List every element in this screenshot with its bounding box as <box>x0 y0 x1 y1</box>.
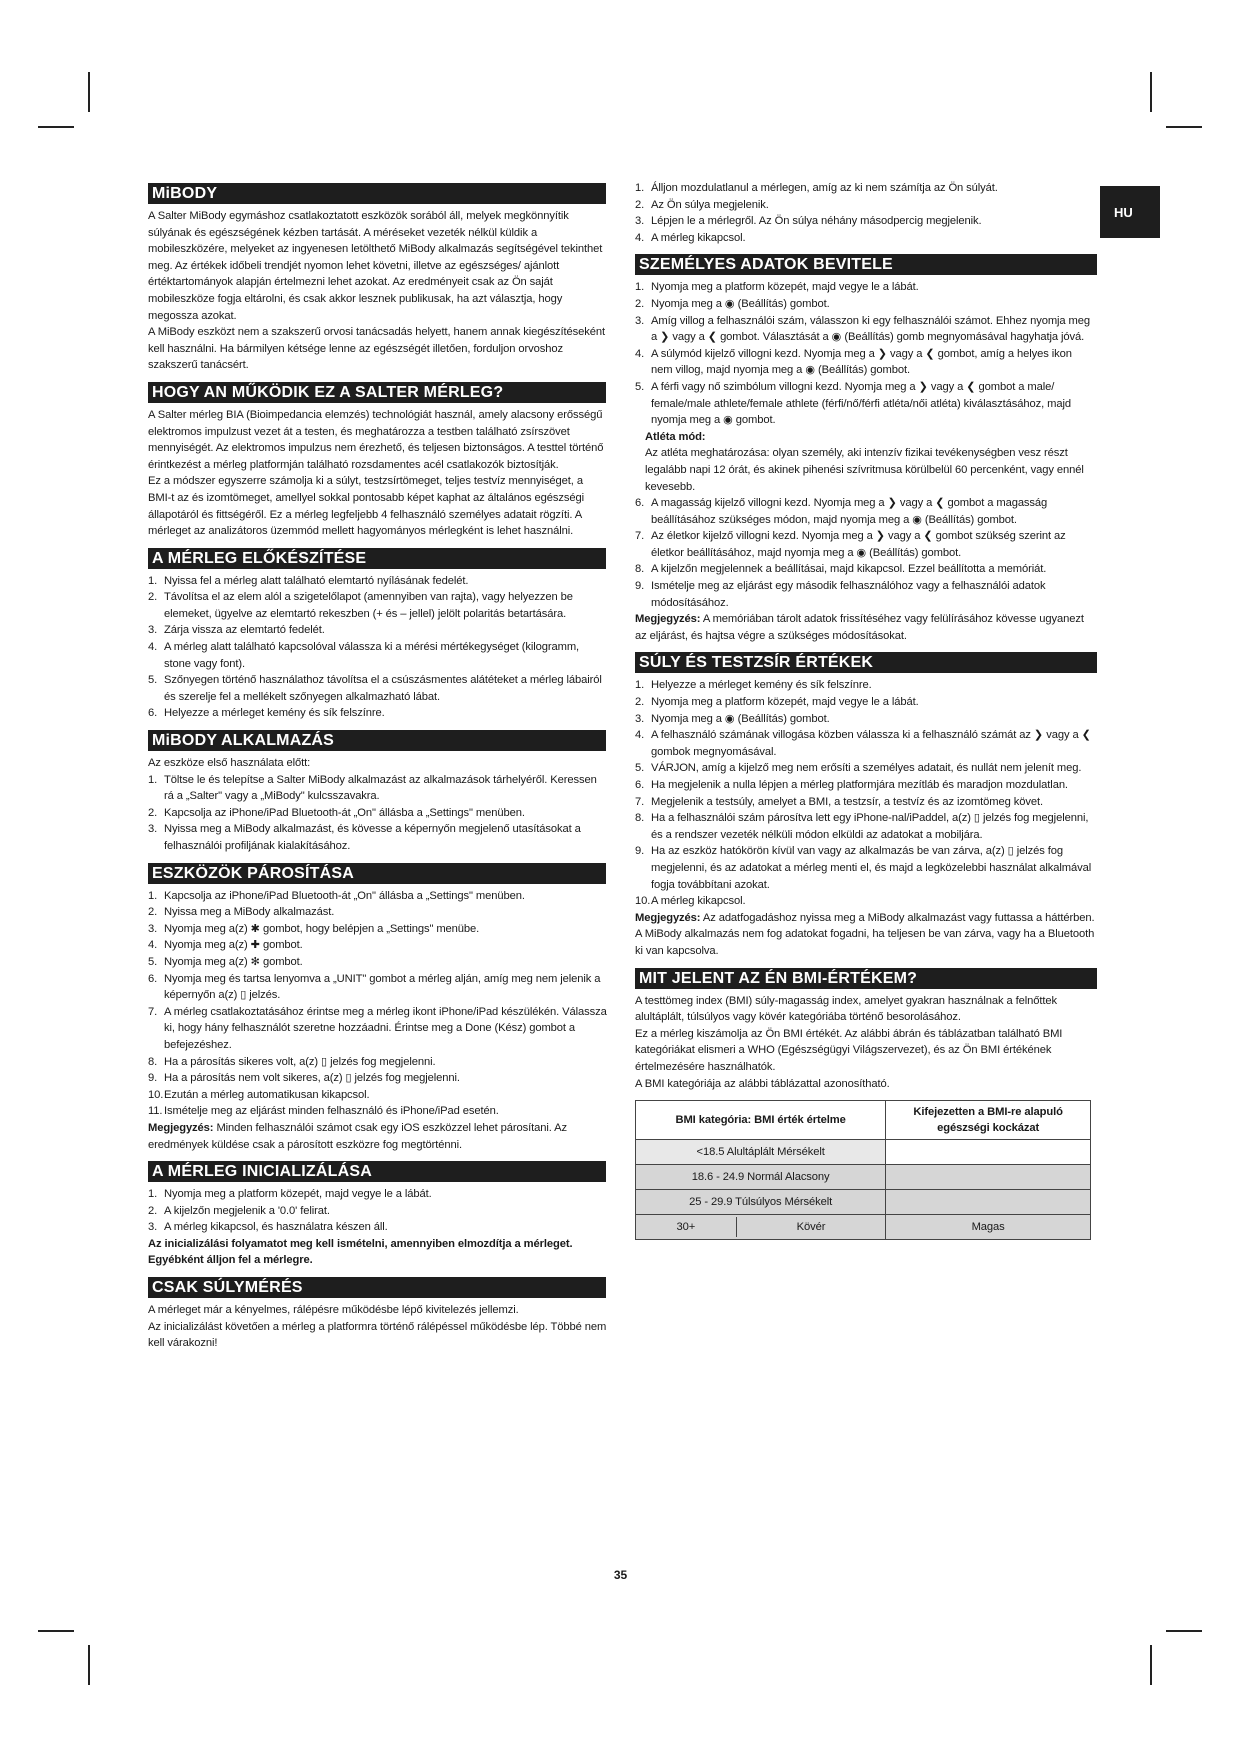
paragraph: A MiBody eszközt nem a szakszerű orvosi tanácsadás helyett, hanem annak kiegészítéseként kell használni. Ha bármilyen kétsége lenne az egészségét illetően, forduljon orvoshoz szakszerű tanácsért. <box>148 326 605 372</box>
page-number: 35 <box>613 1568 628 1582</box>
list-item: 1. Töltse le és telepítse a Salter MiBody alkalmazást az alkalmazások tárhelyéről. Keressen rá a „Salter" vagy a „MiBody" kulcsszavakra. <box>148 773 597 803</box>
list-item: 10. A mérleg kikapcsol. <box>635 895 746 908</box>
table-cell: 18.6 - 24.9 Normál Alacsony <box>636 1165 886 1190</box>
table-cell <box>886 1165 1091 1190</box>
crop-mark <box>1150 1645 1152 1685</box>
list-item: 1. Helyezze a mérleget kemény és sík felszínre. <box>635 679 872 692</box>
crop-mark <box>38 126 74 128</box>
athlete-text: Az atléta meghatározása: olyan személy, aki intenzív fizikai tevékenységben vesz részt legalább napi 12 órát, és akinek pihenési szívritmusa körülbelül 60 percenként, vagy ennél kevesebb. <box>645 447 1084 493</box>
list-item: 4. A mérleg alatt található kapcsolóval válassza ki a mérési mértékegységet (kilogramm, stone vagy font). <box>148 641 580 670</box>
list-item: 7. Az életkor kijelző villogni kezd. Nyomja meg a ❯ vagy a ❮ gombot szükség szerint az életkor beállításához, majd nyomja meg a ◉ (Beállítás) gombot. <box>635 530 1066 559</box>
section-title-bmi: MIT JELENT AZ ÉN BMI-ÉRTÉKEM? <box>635 968 1097 989</box>
section-title-preparation: A MÉRLEG ELŐKÉSZÍTÉSE <box>148 548 606 569</box>
list-item: 3. Amíg villog a felhasználói szám, válasszon ki egy felhasználói számot. Ehhez nyomja meg a ❯ vagy a ❮ gombot. Választását a ◉ (Beállítás) gomb megnyomásával hagyhatja jóvá. <box>635 314 1091 344</box>
list-item: 3. Zárja vissza az elemtartó fedelét. <box>148 624 325 637</box>
crop-mark <box>88 1645 90 1685</box>
section-title-pairing: ESZKÖZÖK PÁROSÍTÁSA <box>148 863 606 884</box>
note: Megjegyzés: A memóriában tárolt adatok frissítéséhez vagy felülírásához kövesse ugyanezt az eljárást, és hajtsa végre a szükséges módosításokat. <box>635 613 1084 642</box>
paragraph: A Salter MiBody egymáshoz csatlakoztatott eszközök sorából áll, melyek megkönnyítik súlyának és egészségének kézben tartását. A méréseket vezeték nélkül küldik a mobileszközére, melyeket az ingyenesen letölthető MiBody alkalmazás segítségével tekinthet meg. Az értékek időbeli trendjét nyomon lehet követni, illetve az egészséges/ ajánlott értéktartományok alapján értelmezni lehet azokat. Az eredményeit csak az Ön saját mobileszköze fogja eltárolni, és csak akkor lesznek publikusak, ha azt választja, hogy megossza azokat. <box>148 210 603 322</box>
section-title-weight-only: CSAK SÚLYMÉRÉS <box>148 1277 606 1298</box>
list-item: 6. Helyezze a mérleget kemény és sík felszínre. <box>148 707 385 720</box>
list-item: 9. Ismételje meg az eljárást egy második felhasználóhoz vagy a felhasználói adatok módosításához. <box>635 580 1046 609</box>
crop-mark <box>1166 126 1202 128</box>
list-item: 5. Szőnyegen történő használathoz távolítsa el a csúszásmentes alátéteket a mérleg lábairól és szerelje fel a mellékelt szőnyegen alkalmazható lábat. <box>148 674 602 703</box>
list-item: 10. Ezután a mérleg automatikusan kikapcsol. <box>148 1088 370 1101</box>
list-item: 1. Álljon mozdulatlanul a mérlegen, amíg az ki nem számítja az Ön súlyát. <box>635 182 998 194</box>
table-row <box>636 1140 1091 1165</box>
list-item: 4. A felhasználó számának villogása közben válassza ki a felhasználó számát az ❯ vagy a ❮ gombok megnyomásával. <box>635 729 1091 758</box>
paragraph: A mérleget már a kényelmes, rálépésre működésbe lépő kivitelezés jellemzi. <box>148 1304 519 1317</box>
section-title-weight-fat: SÚLY ÉS TESTZSÍR ÉRTÉKEK <box>635 652 1097 673</box>
language-tab: HU <box>1100 186 1160 238</box>
paragraph: A BMI kategóriája az alábbi táblázattal azonosítható. <box>635 1077 890 1090</box>
list-item: 1. Kapcsolja az iPhone/iPad Bluetooth-át „On" állásba a „Settings" menüben. <box>148 889 525 902</box>
paragraph: Az eszköze első használata előtt: <box>148 757 311 770</box>
list-item: 4. A mérleg kikapcsol. <box>635 231 746 244</box>
list-item: 8. A kijelzőn megjelennek a beállításai, majd kikapcsol. Ezzel beállította a memóriát. <box>635 563 1047 576</box>
list-item: 2. Nyomja meg a platform közepét, majd vegye le a lábát. <box>635 696 919 709</box>
athlete-title: Atléta mód: <box>645 430 706 443</box>
list-item: 2. Nyomja meg a ◉ (Beállítás) gombot. <box>635 297 830 310</box>
table-cell <box>636 1215 886 1240</box>
list-item: 8. Ha a felhasználói szám párosítva lett egy iPhone-nal/iPaddel, a(z) ▯ jelzés fog megjelenni, és a rendszer vezeték nélküli módon elküldi az adatokat a mobiljára. <box>635 812 1089 841</box>
left-column <box>148 183 608 1352</box>
list-item: 3. Nyomja meg a(z) ✱ gombot, hogy belépjen a „Settings" menübe. <box>148 922 480 935</box>
crop-mark <box>1166 1630 1202 1632</box>
list-item: 6. A magasság kijelző villogni kezd. Nyomja meg a ❯ vagy a ❮ gombot a magasság beállításához szükséges módon, majd nyomja meg a ◉ (Beállítás) gombot. <box>635 497 1048 526</box>
list-item: 2. Nyissa meg a MiBody alkalmazást. <box>148 906 335 919</box>
crop-mark <box>88 72 90 112</box>
list-item: 2. A kijelzőn megjelenik a '0.0' felirat. <box>148 1204 330 1217</box>
paragraph: Ez a módszer egyszerre számolja ki a súlyt, testzsírtömeget, teljes testvíz mennyiséget, a BMI-t az és izomtömeget, amellyel sokkal pontosabb képet kaphat az általános egészségi állapotáról és fittségéről. Ez a mérleg legfeljebb 4 felhasználó személyes adatait rögzíti. A mérleget az analizátoros üzemmód mellett hagyományos mérlegként is lehet használni. <box>148 475 585 538</box>
note: Megjegyzés: Minden felhasználói számot csak egy iOS eszközzel lehet párosítani. Az eredmények küldése csak a párosított eszközre fog megtörténni. <box>148 1121 568 1151</box>
paragraph: A Salter mérleg BIA (Bioimpedancia elemzés) technológiát használ, amely alacsony erősségű elektromos impulzust vezet át a testen, és meghatározza a testben található zsírszövet mennyiségét. Az elektromos impulzus nem érezhető, és teljesen biztonságos. A testtel történő érintkezést a mérleg platformján található rozsdamentes acél csatlakozók biztosítják. <box>148 408 604 471</box>
list-item: 2. Távolítsa el az elem alól a szigetelőlapot (amennyiben van rajta), vagy helyezzen be elemeket, ügyelve az elemtartó rekeszben (+ és – jellel) jelölt polaritás betartására. <box>148 591 573 620</box>
section-title-initialization: A MÉRLEG INICIALIZÁLÁSA <box>148 1161 606 1182</box>
paragraph: Ez a mérleg kiszámolja az Ön BMI értékét. Az alábbi ábrán és táblázatban található BMI kategóriákat elismeri a WHO (Egészségügyi Világszervezet), és az Ön BMI értékének értelmezésére használhatók. <box>635 1027 1063 1073</box>
paragraph: Az inicializálást követően a mérleg a platformra történő rálépéssel működésbe lép. Többé nem kell várakozni! <box>148 1320 607 1350</box>
crop-mark <box>38 1630 74 1632</box>
list-item: 3. A mérleg kikapcsol, és használatra készen áll. <box>148 1221 388 1234</box>
section-title-how-it-works: HOGY AN MŰKÖDIK EZ A SALTER MÉRLEG? <box>148 382 606 403</box>
list-item: 7. A mérleg csatlakoztatásához érintse meg a mérleg ikont iPhone/iPad készülékén. Válassza ki, hogy hány felhasználót szeretne hozzáadni. Érintse meg a Done (Kész) gombot a befejezéshez. <box>148 1005 607 1051</box>
list-item: 5. VÁRJON, amíg a kijelző meg nem erősíti a személyes adatait, és nullát nem jelenít meg. <box>635 762 1082 775</box>
list-item: 4. A súlymód kijelző villogni kezd. Nyomja meg a ❯ vagy a ❮ gombot, amíg a helyes ikon nem villog, majd nyomja meg a ◉ (Beállítás) gombot. <box>635 347 1072 377</box>
table-row <box>636 1165 1091 1190</box>
table-cell: <18.5 Alultáplált Mérsékelt <box>636 1140 886 1165</box>
list-item: 8. Ha a párosítás sikeres volt, a(z) ▯ jelzés fog megjelenni. <box>148 1055 436 1068</box>
list-item: 3. Nyissa meg a MiBody alkalmazást, és kövesse a képernyőn megjelenő utasításokat a felhasználói profiljának kialakításához. <box>148 823 581 852</box>
list-item: 6. Nyomja meg és tartsa lenyomva a „UNIT" gombot a mérleg alján, amíg meg nem jelenik a képernyőn a(z) ▯ jelzés. <box>148 972 601 1002</box>
list-item: 3. Lépjen le a mérlegről. Az Ön súlya néhány másodpercig megjelenik. <box>635 215 982 228</box>
table-cell <box>886 1190 1091 1215</box>
list-item: 1. Nyomja meg a platform közepét, majd vegye le a lábát. <box>148 1188 432 1201</box>
table-header: Kifejezetten a BMI-re alapuló egészségi kockázat <box>886 1101 1091 1140</box>
list-item: 6. Ha megjelenik a nulla lépjen a mérleg platformjára mezítláb és maradjon mozdulatlan. <box>635 779 1068 791</box>
right-column <box>635 180 1095 1240</box>
table-cell: 25 - 29.9 Túlsúlyos Mérsékelt <box>636 1190 886 1215</box>
list-item: 1. Nyomja meg a platform közepét, majd vegye le a lábát. <box>635 281 919 294</box>
bold-note: Az inicializálási folyamatot meg kell ismételni, amennyiben elmozdítja a mérleget. Egyébként álljon fel a mérlegre. <box>148 1237 573 1267</box>
table-cell-value: Kövér <box>796 1220 826 1233</box>
table-cell-value: 30+ <box>636 1217 737 1238</box>
list-item: 1. Nyissa fel a mérleg alatt található elemtartó nyílásának fedelét. <box>148 574 469 587</box>
table-cell: Magas <box>886 1215 1091 1240</box>
section-title-mibody: MiBODY <box>148 183 606 204</box>
list-item: 7. Megjelenik a testsúly, amelyet a BMI, a testzsír, a testvíz és az izomtömeg követ. <box>635 795 1044 808</box>
list-item: 2. Az Ön súlya megjelenik. <box>635 198 769 211</box>
list-item: 3. Nyomja meg a ◉ (Beállítás) gombot. <box>635 712 830 725</box>
crop-mark <box>1150 72 1152 112</box>
list-item: 2. Kapcsolja az iPhone/iPad Bluetooth-át „On" állásba a „Settings" menüben. <box>148 806 525 819</box>
list-preparation <box>148 573 608 722</box>
list-item: 9. Ha az eszköz hatókörön kívül van vagy az alkalmazás be van zárva, a(z) ▯ jelzés fog megjelenni, és az adatokat a mérleg menti el, és majd a legközelebbi használat alkalmával fogja továbbítani azokat. <box>635 845 1092 891</box>
list-item: 5. Nyomja meg a(z) ✻ gombot. <box>148 955 303 968</box>
section-title-personal-data: SZEMÉLYES ADATOK BEVITELE <box>635 254 1097 275</box>
table-cell <box>886 1140 1091 1165</box>
list-item: 4. Nyomja meg a(z) ✚ gombot. <box>148 939 303 952</box>
table-row <box>636 1190 1091 1215</box>
section-title-app: MiBODY ALKALMAZÁS <box>148 730 606 751</box>
table-header-row <box>636 1101 1091 1140</box>
paragraph: A testtömeg index (BMI) súly-magasság index, amelyet gyakran használnak a felnőttek alultáplált, túlsúlyos vagy kövér kategóriába történő besorolásához. <box>635 994 1058 1024</box>
table-header: BMI kategória: BMI érték értelme <box>636 1101 886 1140</box>
note: Megjegyzés: Az adatfogadáshoz nyissa meg a MiBody alkalmazást vagy futtassa a háttérben. A MiBody alkalmazás nem fog adatokat fogadni, ha teljesen be van zárva, vagy ha a Bluetooth ki van kapcsolva. <box>635 911 1095 957</box>
list-item: 5. A férfi vagy nő szimbólum villogni kezd. Nyomja meg a ❯ vagy a ❮ gombot a male/ female/male athlete/female athlete (férfi/nő/férfi atléta/női atléta) kiválasztásához, majd nyomja meg a ◉ gombot. <box>635 380 1071 427</box>
bmi-table <box>635 1100 1091 1240</box>
list-item: 11. Ismételje meg az eljárást minden felhasználó és iPhone/iPad esetén. <box>148 1105 499 1118</box>
list-item: 9. Ha a párosítás nem volt sikeres, a(z) ▯ jelzés fog megjelenni. <box>148 1072 460 1085</box>
table-row <box>636 1215 1091 1240</box>
